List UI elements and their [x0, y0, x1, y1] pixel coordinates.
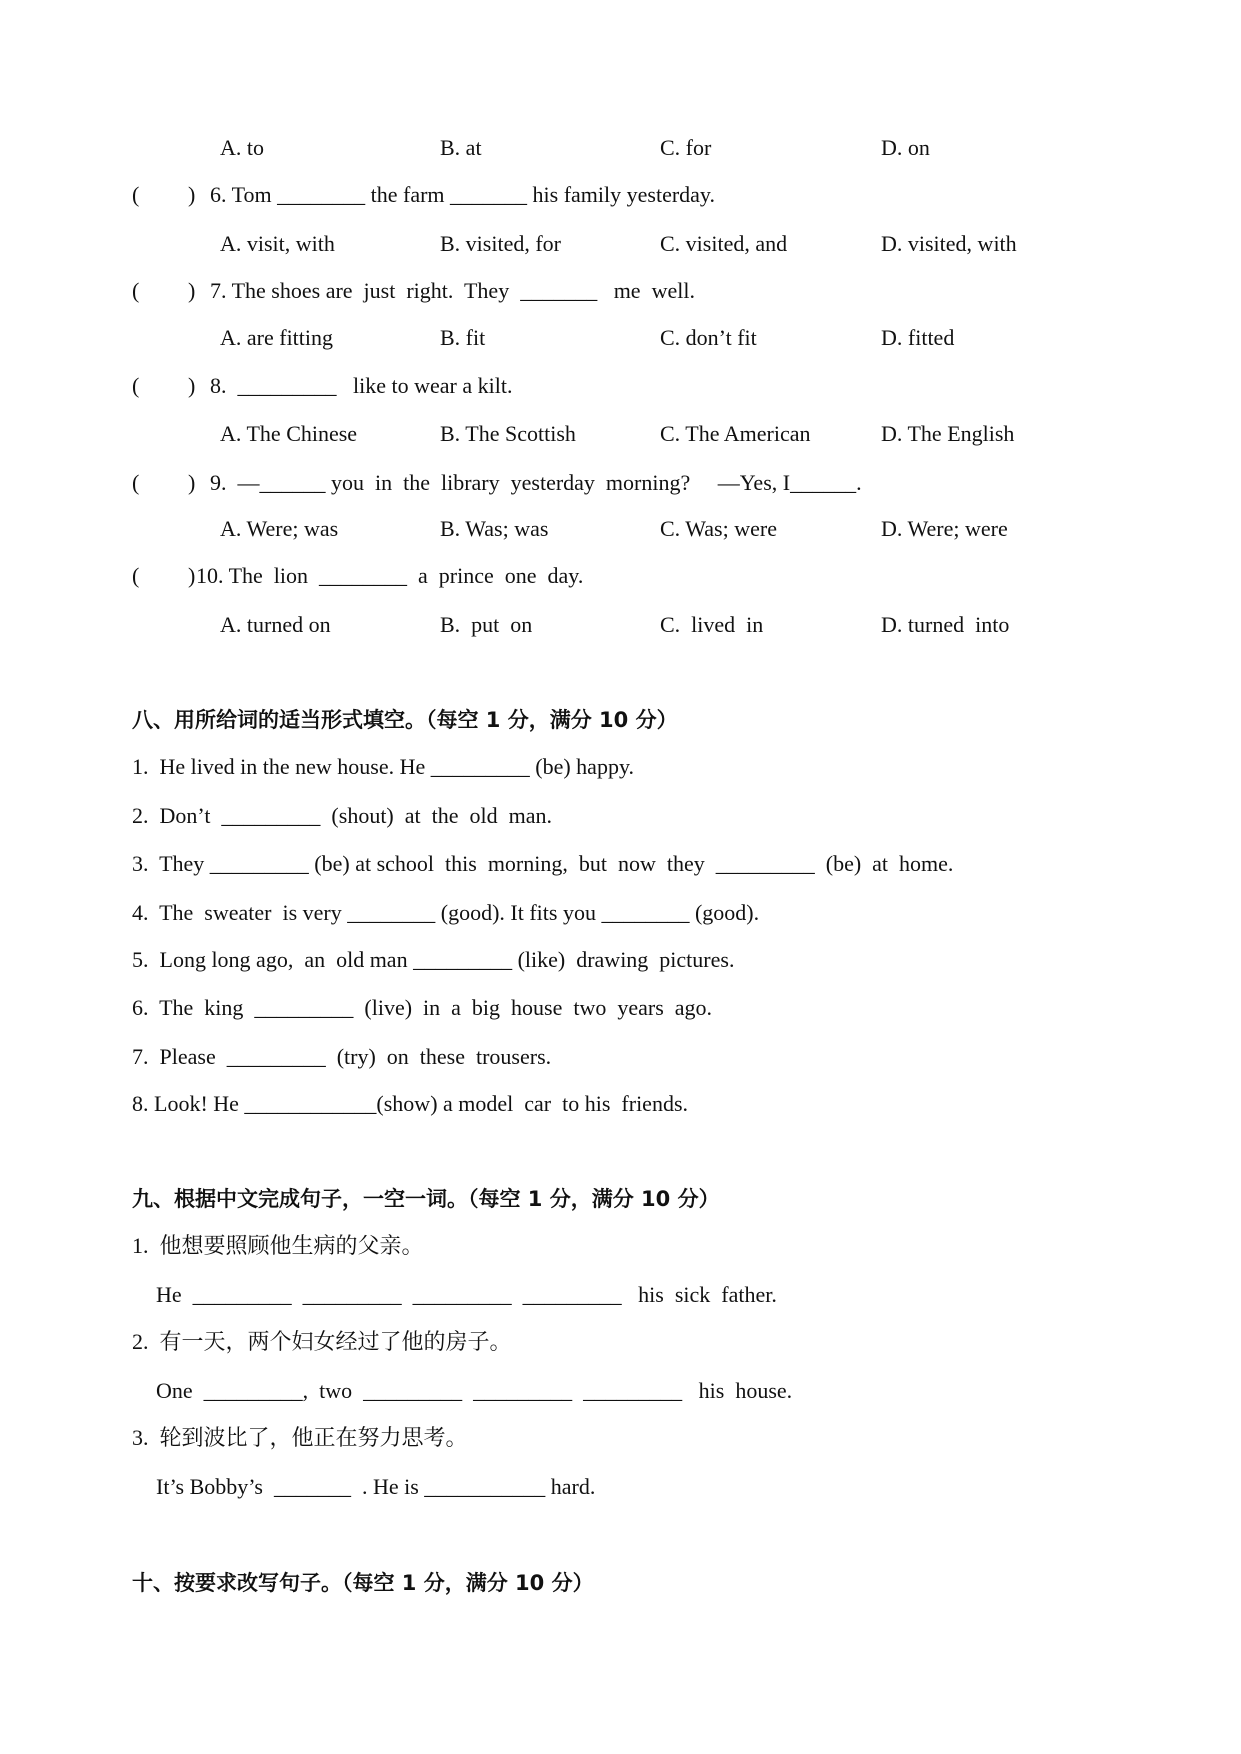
chinese-prompt: 1. 他想要照顾他生病的父亲。 [132, 1233, 424, 1258]
section-heading: 九、根据中文完成句子，一空一词。（每空 1 分，满分 10 分） [132, 1187, 720, 1211]
answer-bracket-close: ) [188, 278, 196, 303]
answer-option: A. are fitting [220, 325, 334, 350]
answer-option: A. Were; was [220, 516, 339, 541]
section-heading: 八、用所给词的适当形式填空。（每空 1 分，满分 10 分） [132, 708, 678, 732]
answer-option: D. Were; were [881, 516, 1008, 541]
answer-option: D. fitted [881, 325, 955, 350]
chinese-prompt: 3. 轮到波比了，他正在努力思考。 [132, 1425, 468, 1450]
answer-option: A. to [220, 135, 264, 160]
answer-option: C. don’t fit [660, 325, 757, 350]
answer-option: A. The Chinese [220, 421, 358, 446]
answer-option: D. The English [881, 421, 1015, 446]
answer-bracket-open: ( [132, 278, 140, 303]
question-text: 9. —______ you in the library yesterday morning? —Yes, I______. [210, 470, 862, 495]
chinese-prompt: 2. 有一天，两个妇女经过了他的房子。 [132, 1329, 512, 1354]
english-sentence: He _________ _________ _________ _________ his sick father. [156, 1282, 777, 1307]
answer-bracket-open: ( [132, 373, 140, 398]
answer-option: A. turned on [220, 612, 331, 637]
fill-in-item: 8. Look! He ____________(show) a model car to his friends. [132, 1091, 689, 1116]
answer-bracket-open: ( [132, 563, 140, 588]
answer-option: C. for [660, 135, 712, 160]
fill-in-item: 7. Please _________ (try) on these trousers. [132, 1044, 552, 1069]
answer-bracket-close: ) [188, 373, 196, 398]
fill-in-item: 3. They _________ (be) at school this morning, but now they _________ (be) at home. [132, 851, 954, 876]
answer-option: C. lived in [660, 612, 764, 637]
answer-bracket-close: ) [188, 470, 196, 495]
answer-option: C. The American [660, 421, 811, 446]
answer-bracket-open: ( [132, 182, 140, 207]
section-heading: 十、按要求改写句子。（每空 1 分，满分 10 分） [132, 1571, 594, 1595]
answer-bracket-close: ) [188, 563, 196, 588]
fill-in-item: 1. He lived in the new house. He _________ (be) happy. [132, 754, 635, 779]
answer-option: B. The Scottish [440, 421, 576, 446]
answer-option: B. put on [440, 612, 533, 637]
answer-bracket-close: ) [188, 182, 196, 207]
answer-option: B. at [440, 135, 482, 160]
answer-option: D. visited, with [881, 231, 1017, 256]
answer-option: D. turned into [881, 612, 1010, 637]
answer-option: B. visited, for [440, 231, 561, 256]
answer-bracket-open: ( [132, 470, 140, 495]
question-text: 10. The lion ________ a prince one day. [196, 563, 584, 588]
question-text: 7. The shoes are just right. They _______ me well. [210, 278, 695, 303]
english-sentence: It’s Bobby’s _______ . He is ___________ hard. [156, 1474, 596, 1499]
answer-option: C. visited, and [660, 231, 788, 256]
english-sentence: One _________, two _________ _________ _________ his house. [156, 1378, 793, 1403]
fill-in-item: 2. Don’t _________ (shout) at the old man. [132, 803, 552, 828]
fill-in-item: 5. Long long ago, an old man _________ (like) drawing pictures. [132, 947, 735, 972]
answer-option: B. Was; was [440, 516, 549, 541]
answer-option: D. on [881, 135, 930, 160]
answer-option: C. Was; were [660, 516, 777, 541]
question-text: 8. _________ like to wear a kilt. [210, 373, 513, 398]
fill-in-item: 4. The sweater is very ________ (good). It fits you ________ (good). [132, 900, 760, 925]
answer-option: B. fit [440, 325, 486, 350]
fill-in-item: 6. The king _________ (live) in a big house two years ago. [132, 995, 713, 1020]
answer-option: A. visit, with [220, 231, 335, 256]
question-text: 6. Tom ________ the farm _______ his family yesterday. [210, 182, 715, 207]
